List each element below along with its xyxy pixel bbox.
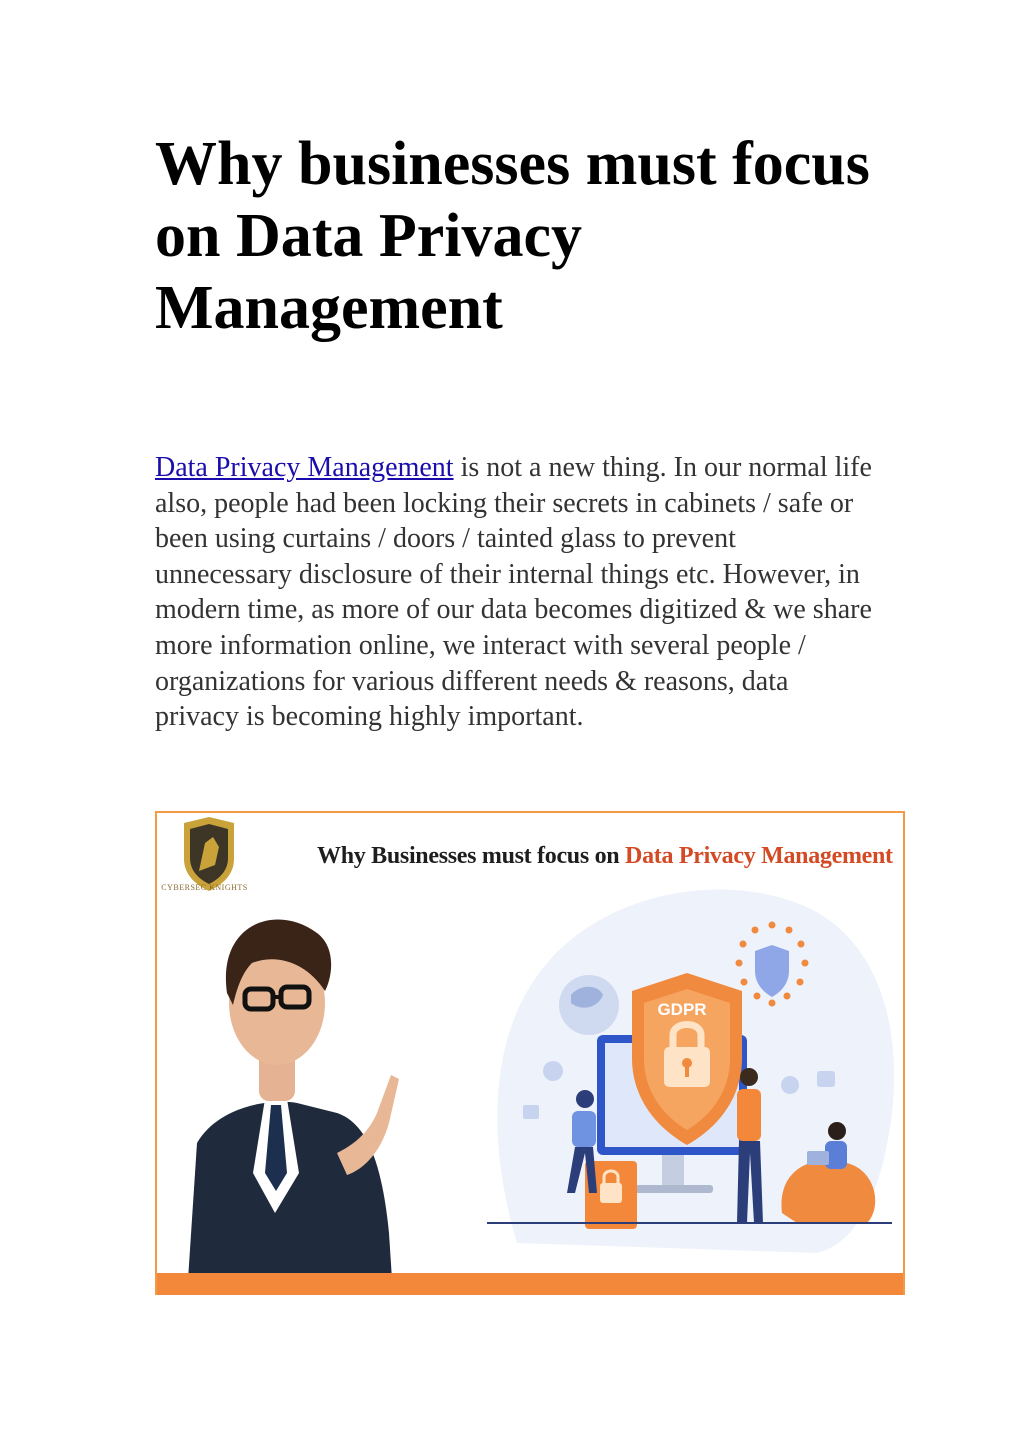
logo-caption: CYBERSEC KNIGHTS bbox=[161, 883, 248, 892]
banner-heading-prefix: Why Businesses must focus on bbox=[317, 843, 626, 869]
banner-illustration bbox=[157, 813, 903, 1295]
user-icon bbox=[543, 1061, 563, 1081]
intro-paragraph bbox=[155, 450, 875, 735]
intro-text: is not a new thing. In our normal life also, people had been locking their secrets in cabinets / safe or been using curtains / doors / tainted glass to prevent unnecessary disclosure of their internal things etc. However, in modern time, as more of our data becomes digitized & we share more information online, we interact with several people / organizations for various different needs & reasons, data privacy is becoming highly important. bbox=[155, 452, 872, 733]
businessman-icon bbox=[187, 920, 399, 1296]
article-banner-image bbox=[155, 811, 905, 1295]
banner-heading-accent: Data Privacy Management bbox=[625, 843, 893, 869]
location-pin-icon bbox=[781, 1076, 799, 1094]
lock-badge-icon bbox=[817, 1071, 835, 1087]
gdpr-label: GDPR bbox=[657, 1000, 707, 1019]
folder-icon bbox=[523, 1105, 539, 1119]
banner-bottom-bar bbox=[157, 1273, 903, 1295]
cybersec-knights-logo bbox=[184, 817, 234, 891]
banner-heading bbox=[317, 843, 893, 870]
data-privacy-management-link[interactable]: Data Privacy Management bbox=[155, 452, 454, 483]
globe-icon bbox=[559, 975, 619, 1035]
page-title: Why businesses must focus on Data Privacy Management bbox=[155, 130, 870, 342]
